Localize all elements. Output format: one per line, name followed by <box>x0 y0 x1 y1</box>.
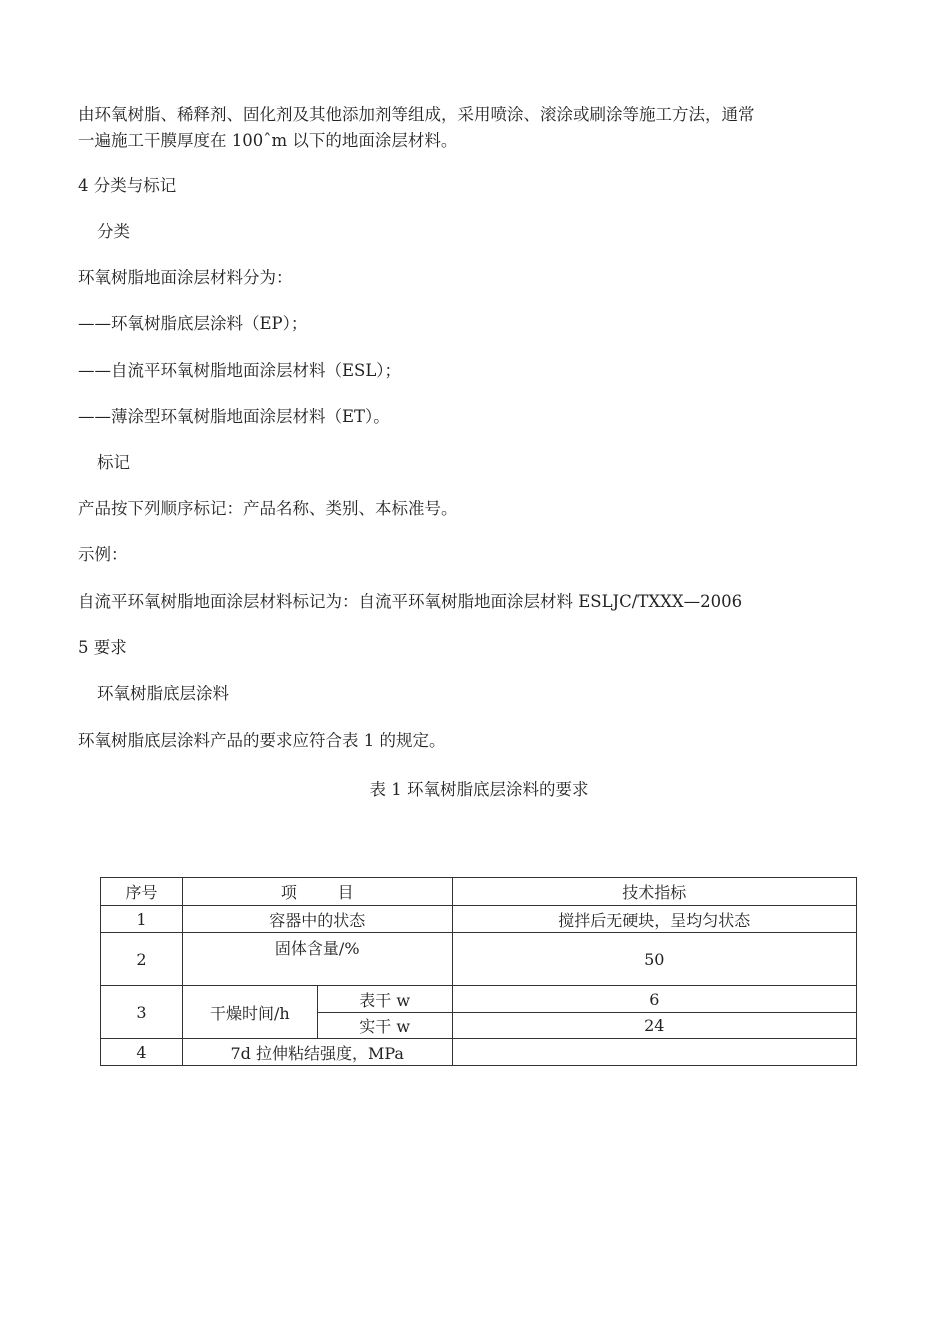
header-spec: 技术指标 <box>452 878 856 906</box>
table-caption: 表 1 环氧树脂底层涂料的要求 <box>369 780 589 799</box>
row-no: 2 <box>101 933 183 986</box>
subheading-marking: 标记 <box>97 453 130 472</box>
row-spec <box>452 1039 856 1066</box>
row-no: 1 <box>101 906 183 933</box>
row-no: 3 <box>101 986 183 1039</box>
classification-intro: 环氧树脂地面涂层材料分为： <box>78 268 293 287</box>
row-spec: 50 <box>452 933 856 986</box>
subheading-primer: 环氧树脂底层涂料 <box>97 684 229 703</box>
row-item: 7d 拉伸粘结强度，MPa <box>182 1039 452 1066</box>
table-row <box>101 906 857 933</box>
row-spec: 6 <box>452 986 856 1013</box>
example-label: 示例： <box>78 545 128 564</box>
requirements-table <box>100 877 857 1066</box>
row-subitem: 实干 w <box>317 1013 452 1039</box>
table-row <box>101 933 857 986</box>
section-4-heading: 4 分类与标记 <box>78 176 177 195</box>
list-item: ——环氧树脂底层涂料（EP）； <box>78 314 308 333</box>
table-row <box>101 1039 857 1066</box>
table-row <box>101 986 857 1013</box>
marking-order: 产品按下列顺序标记：产品名称、类别、本标准号。 <box>78 499 458 518</box>
row-subitem: 表干 w <box>317 986 452 1013</box>
row-item: 干燥时间/h <box>182 986 317 1039</box>
row-spec: 搅拌后无硬块，呈均匀状态 <box>452 906 856 933</box>
intro-line-1: 由环氧树脂、稀释剂、固化剂及其他添加剂等组成，采用喷涂、滚涂或刷涂等施工方法，通常 <box>78 105 755 124</box>
example-text: 自流平环氧树脂地面涂层材料标记为：自流平环氧树脂地面涂层材料 ESLJC/TXXX—2006 <box>78 592 743 611</box>
table-header-row <box>101 878 857 906</box>
intro-line-2: 一遍施工干膜厚度在 100ˆm 以下的地面涂层材料。 <box>78 131 458 150</box>
primer-requirement-text: 环氧树脂底层涂料产品的要求应符合表 1 的规定。 <box>78 731 446 750</box>
list-item: ——薄涂型环氧树脂地面涂层材料（ET）。 <box>78 407 390 426</box>
header-item: 项 目 <box>182 878 452 906</box>
subheading-classification: 分类 <box>97 222 130 241</box>
list-item: ——自流平环氧树脂地面涂层材料（ESL）； <box>78 361 402 380</box>
section-5-heading: 5 要求 <box>78 638 127 657</box>
row-item <box>182 933 452 986</box>
row-spec: 24 <box>452 1013 856 1039</box>
row-item: 容器中的状态 <box>182 906 452 933</box>
row-no: 4 <box>101 1039 183 1066</box>
row-item-text: 固体含量/% <box>274 938 360 958</box>
header-no: 序号 <box>101 878 183 906</box>
